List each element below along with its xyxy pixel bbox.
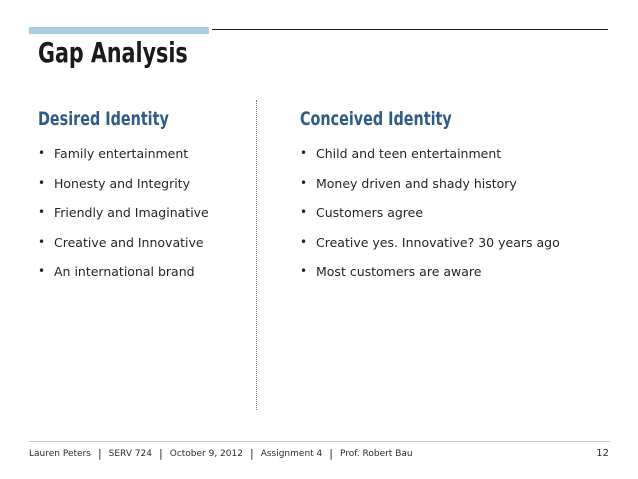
footer-author: Lauren Peters [29,448,91,459]
footer-separator: | [97,447,102,460]
list-item-text: An international brand [54,264,195,279]
bullet-icon: • [38,234,46,249]
bullet-icon: • [38,146,46,160]
bullet-icon: • [300,205,308,219]
list-item [38,205,209,235]
footer-assignment: Assignment 4 [260,448,323,459]
bullet-icon: • [38,205,46,219]
list-item [38,264,209,294]
footer-rule [29,441,610,442]
desired-identity-heading: Desired Identity [38,108,169,130]
list-item-text: Most customers are aware [316,264,482,279]
list-item [38,146,209,176]
desired-identity-list [38,146,209,294]
list-item-text: Creative yes. Innovative? 30 years ago [316,234,560,250]
list-item [300,235,560,265]
footer-separator: | [329,447,333,460]
bullet-icon: • [300,264,308,278]
list-item-text: Child and teen entertainment [316,146,502,161]
footer-separator: | [159,447,163,460]
conceived-identity-heading: Conceived Identity [300,108,452,130]
footer-date: October 9, 2012 [169,448,243,459]
list-item-text: Honesty and Integrity [54,175,190,191]
title-accent-bar [29,27,209,34]
list-item-text: Customers agree [316,205,424,220]
slide-footer [29,447,609,460]
bullet-icon: • [300,234,308,249]
list-item [38,176,209,206]
list-item [300,146,560,176]
conceived-identity-list [300,146,560,294]
slide-title: Gap Analysis [38,36,188,69]
list-item-text: Creative and Innovative [54,234,204,250]
column-divider [256,100,257,410]
list-item-text: Family entertainment [54,146,189,161]
footer-course: SERV 724 [108,448,153,459]
bullet-icon: • [38,264,46,278]
list-item [300,264,560,294]
list-item-text: Money driven and shady history [316,175,517,191]
list-item [38,235,209,265]
title-rule [212,29,608,30]
bullet-icon: • [300,146,308,160]
conceived-identity-column [300,108,560,294]
footer-separator: | [249,447,254,460]
bullet-icon: • [38,175,46,190]
desired-identity-column [38,108,209,294]
bullet-icon: • [300,175,308,190]
list-item [300,205,560,235]
page-number: 12 [596,448,609,459]
list-item [300,176,560,206]
footer-professor: Prof. Robert Bau [339,448,413,459]
list-item-text: Friendly and Imaginative [54,205,209,220]
